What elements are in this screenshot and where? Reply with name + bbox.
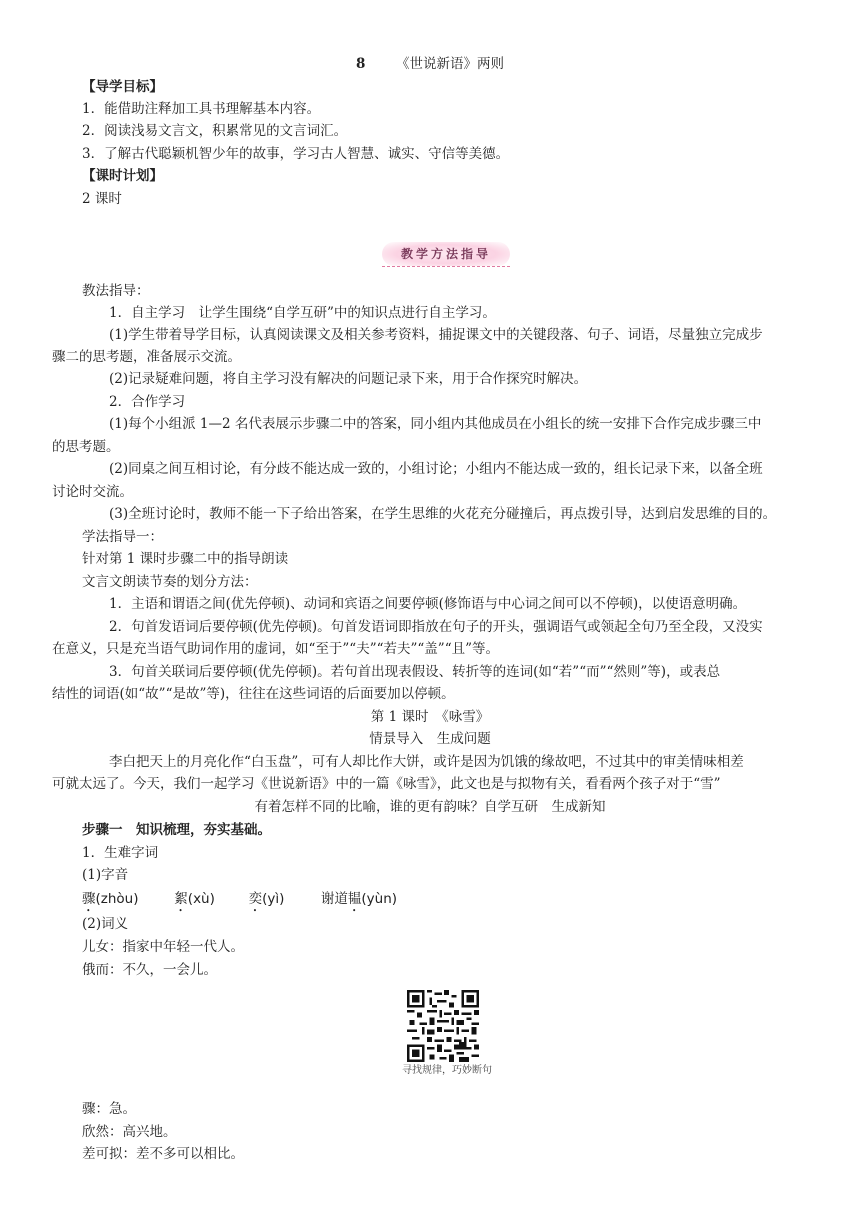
rule-item: 在意义，只是充当语气助词作用的虚词，如“至于”“夫”“若夫”“盖”“且”等。 [52,641,500,657]
teaching-paragraph: 1．自主学习 让学生围绕“自学互研”中的知识点进行自主学习。 [109,305,496,321]
teaching-paragraph: (2)同桌之间互相讨论，有分歧不能达成一致的，小组讨论；小组内不能达成一致的，组长记录下来，以备全班 [109,461,763,477]
step1-heading: 步骤一 知识梳理，夯实基础。 [82,822,271,838]
plan-heading: 【课时计划】 [82,168,163,184]
teaching-paragraph: (2)记录疑难问题，将自主学习没有解决的问题记录下来，用于合作探究时解决。 [109,371,588,387]
vocab-item: 骤：急。 [82,1101,136,1117]
item-heading: 1．生难字词 [82,845,159,861]
rule-item: 2．句首发语词后要停顿(优先停顿)。句首发语词即指放在句子的开头，强调语气或领起全句乃至全段，又没实 [109,619,763,635]
teaching-heading: 教法指导： [82,283,150,299]
lesson-number: 8 [356,56,366,72]
learning-line: 文言文朗读节奏的划分方法： [82,574,258,590]
teaching-paragraph: 2．合作学习 [109,394,186,410]
qr-caption: 寻找规律，巧妙断句 [402,1065,492,1076]
plan-value: 2 课时 [82,191,122,207]
lesson1-subtitle: 情景导入 生成问题 [369,731,491,747]
teaching-paragraph: 的思考题。 [52,439,120,455]
teaching-paragraph: (3)全班讨论时，教师不能一下子给出答案，在学生思维的火花充分碰撞后，再点拨引导，达到启发思维的目的。 [109,506,777,522]
teaching-paragraph: 骤二的思考题，准备展示交流。 [52,349,241,365]
teaching-paragraph: 讨论时交流。 [52,484,133,500]
vocab-item: 儿女：指家中年轻一代人。 [82,939,244,955]
lesson-title [50,53,810,75]
learning-line: 针对第 1 课时步骤二中的指导朗读 [82,551,289,567]
intro-paragraph: 可就太远了。今天，我们一起学习《世说新语》中的一篇《咏雪》，此文也是与拟物有关，看看两个孩子对于“雪” [52,776,721,792]
vocab-item: 欣然：高兴地。 [82,1124,177,1140]
qr-code-icon[interactable] [407,990,479,1062]
learning-heading: 学法指导一： [82,529,163,545]
intro-paragraph: 有着怎样不同的比喻，谁的更有韵味？自学互研 生成新知 [254,799,606,815]
lesson1-title: 第 1 课时 《咏雪》 [370,709,490,725]
pronunciation-item: 谢道韫(yùn) [320,891,398,907]
pronunciation-item: 骤(zhòu) [82,891,139,907]
pronunciation-row [82,888,810,910]
objective-item: 3．了解古代聪颖机智少年的故事，学习古人智慧、诚实、守信等美德。 [82,146,510,162]
objectives-heading: 【导学目标】 [82,79,163,95]
vocab-heading: (2)词义 [82,916,129,932]
intro-paragraph: 李白把天上的月亮化作“白玉盘”，可有人却比作大饼，或许是因为饥饿的缘故吧，不过其中的审美情味相差 [109,754,744,770]
objective-item: 2．阅读浅易文言文，积累常见的文言词汇。 [82,123,348,139]
lesson-title-text: 《世说新语》两则 [396,56,504,72]
rule-item: 3．句首关联词后要停顿(优先停顿)。若句首出现表假设、转折等的连词(如“若”“而”“然则”等)，或表总 [109,664,721,680]
teaching-paragraph: (1)每个小组派 1—2 名代表展示步骤二中的答案，同小组内其他成员在小组长的统一安排下合作完成步骤三中 [109,416,762,432]
section-banner: 教学方法指导 [382,242,510,266]
vocab-item: 差可拟：差不多可以相比。 [82,1146,244,1162]
objective-item: 1．能借助注释加工具书理解基本内容。 [82,101,321,117]
banner-underline [382,266,510,267]
rule-item: 1．主语和谓语之间(优先停顿)、动词和宾语之间要停顿(修饰语与中心词之间可以不停顿)，以使语意明确。 [109,596,747,612]
pronunciation-heading: (1)字音 [82,867,129,883]
pronunciation-item: 絮(xù) [174,891,215,907]
vocab-item: 俄而：不久，一会儿。 [82,962,217,978]
pronunciation-item: 奕(yì) [248,891,285,907]
teaching-paragraph: (1)学生带着导学目标，认真阅读课文及相关参考资料，捕捉课文中的关键段落、句子、词语，尽量独立完成步 [109,327,763,343]
rule-item: 结性的词语(如“故”“是故”等)，往往在这些词语的后面要加以停顿。 [52,686,455,702]
